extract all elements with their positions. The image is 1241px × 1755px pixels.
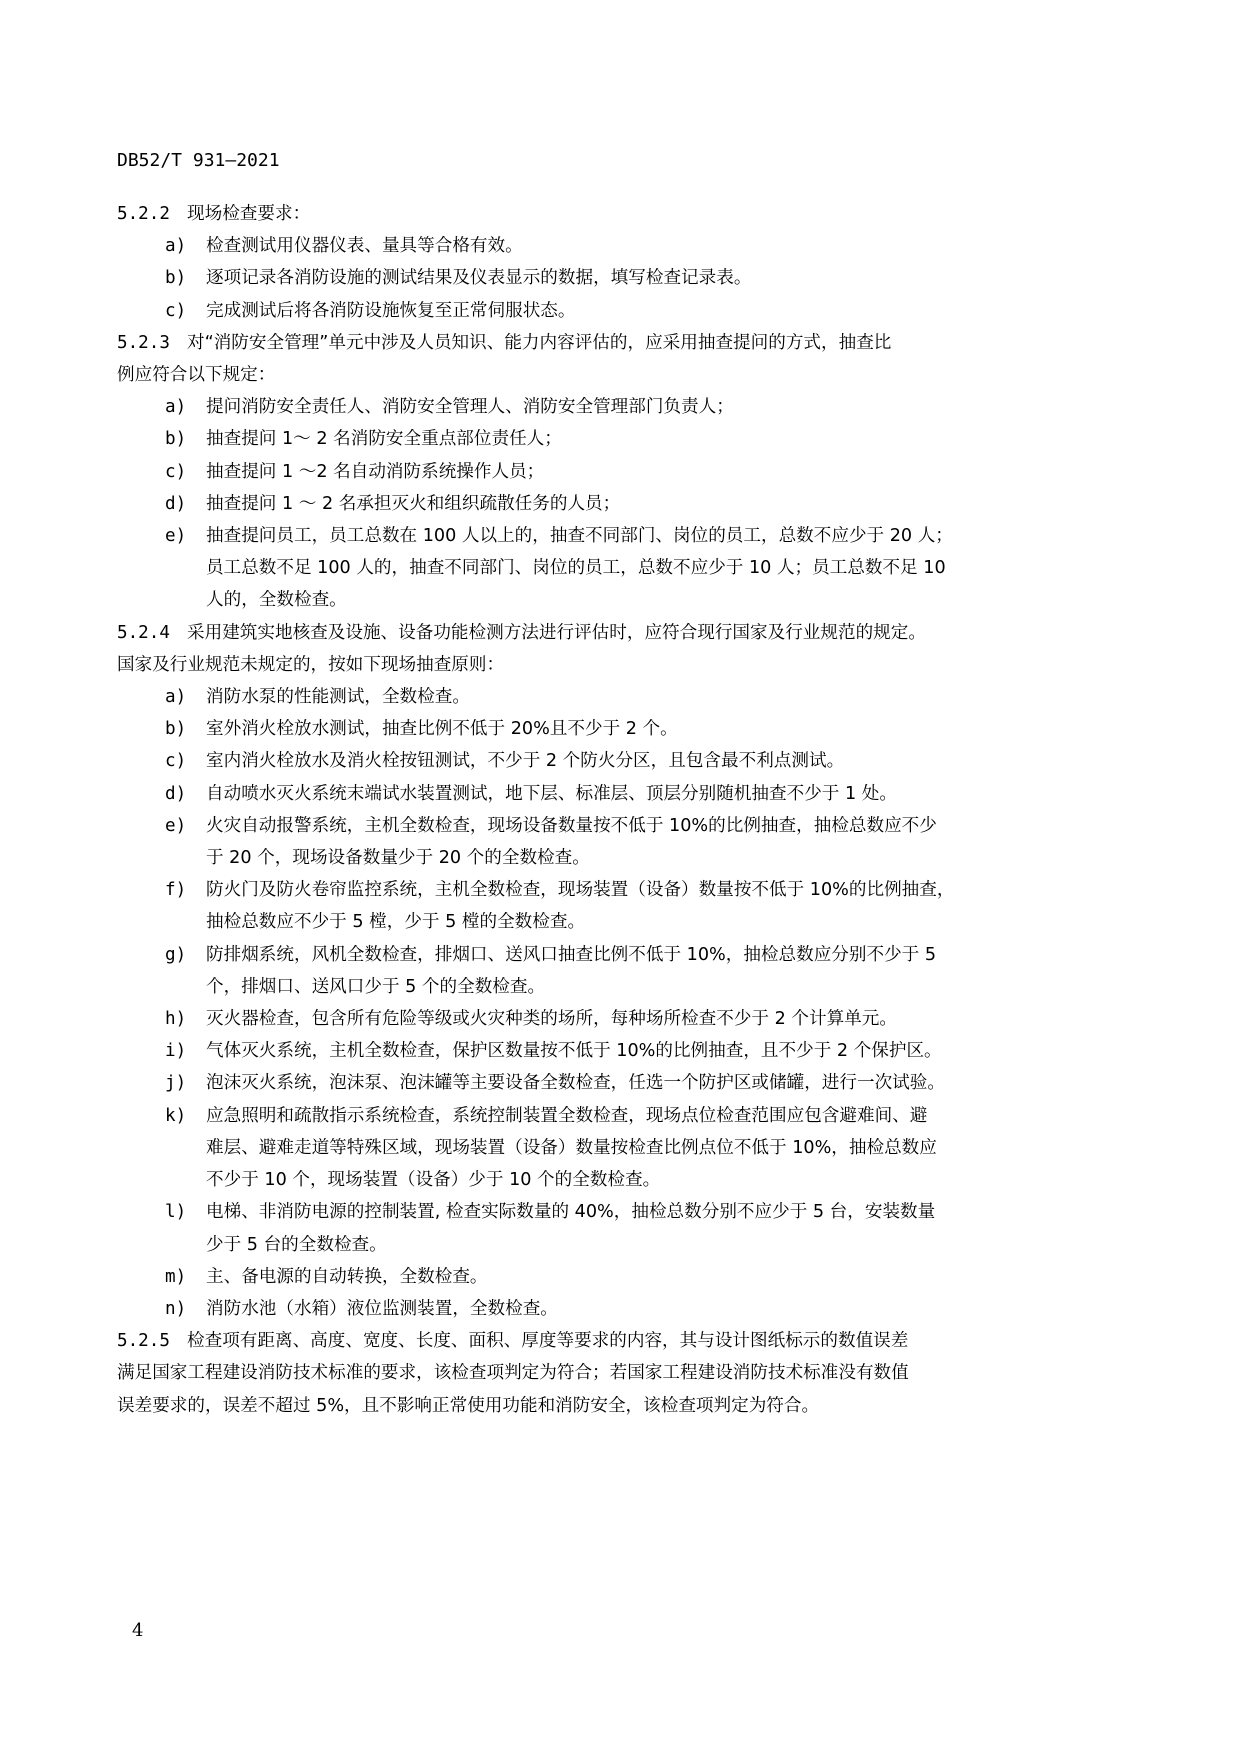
list-item-text-line: 室外消火栓放水测试，抽查比例不低于 20%且不少于 2 个。	[206, 719, 678, 740]
clause-5-2-5-continuation-2	[117, 1390, 1097, 1422]
clause-text-line-1: 对“消防安全管理”单元中涉及人员知识、能力内容评估的，应采用抽查提问的方式，抽查比	[187, 332, 892, 353]
list-item-text-line: 电梯、非消防电源的控制装置, 检查实际数量的 40%，抽检总数分别不应少于 5 台，安装数量	[206, 1202, 936, 1223]
list-item-text-line: 防火门及防火卷帘监控系统，主机全数检查，现场装置（设备）数量按不低于 10%的比例抽查，	[206, 880, 955, 901]
clause-number: 5.2.3	[117, 332, 170, 353]
list-item-label: g)	[165, 944, 187, 965]
list-item	[117, 391, 1097, 423]
list-item-label: c)	[165, 751, 187, 772]
list-item	[117, 520, 1097, 617]
list-item-label: m)	[165, 1266, 187, 1287]
list-item-text-line: 难层、避难走道等特殊区域，现场装置（设备）数量按检查比例点位不低于 10%，抽检总数应	[206, 1137, 937, 1158]
list-item-label: f)	[165, 880, 187, 901]
list-item-label: a)	[165, 236, 187, 257]
list-item-text-line: 自动喷水灭火系统末端试水装置测试，地下层、标准层、顶层分别随机抽查不少于 1 处。	[206, 783, 897, 804]
clause-5-2-2	[117, 198, 1097, 230]
list-item-text-line: 火灾自动报警系统，主机全数检查，现场设备数量按不低于 10%的比例抽查，抽检总数应不少	[206, 815, 937, 836]
list-item-text-line: 不少于 10 个，现场装置（设备）少于 10 个的全数检查。	[206, 1170, 661, 1191]
list-item-text-line: 于 20 个，现场设备数量少于 20 个的全数检查。	[206, 848, 590, 869]
list-item	[117, 1003, 1097, 1035]
list-item-label: d)	[165, 493, 187, 514]
clause-5-2-4	[117, 617, 1097, 649]
document-body	[117, 198, 1097, 1422]
list-item	[117, 939, 1097, 1003]
list-item-text-line: 个，排烟口、送风口少于 5 个的全数检查。	[206, 976, 546, 997]
list-item	[117, 295, 1097, 327]
list-item-text-line: 少于 5 台的全数检查。	[206, 1234, 387, 1255]
list-item	[117, 745, 1097, 777]
list-item	[117, 230, 1097, 262]
clause-text-line-3: 误差要求的，误差不超过 5%，且不影响正常使用功能和消防安全，该检查项判定为符合。	[117, 1395, 820, 1416]
list-item	[117, 778, 1097, 810]
list-item-text-line: 抽查提问 1 ～2 名自动消防系统操作人员；	[206, 461, 545, 482]
list-item-text-line: 检查测试用仪器仪表、量具等合格有效。	[206, 236, 523, 257]
list-item	[117, 810, 1097, 874]
list-item-text-line: 抽查提问 1 ～ 2 名承担灭火和组织疏散任务的人员；	[206, 493, 621, 514]
clause-text-line-2: 国家及行业规范未规定的，按如下现场抽查原则：	[117, 654, 505, 675]
clause-text: 现场检查要求：	[187, 204, 311, 224]
clause-5-2-3-items	[117, 391, 1097, 616]
list-item-text-line: 人的，全数检查。	[206, 590, 347, 611]
list-item	[117, 681, 1097, 713]
clause-5-2-4-items	[117, 681, 1097, 1325]
list-item-label: k)	[165, 1105, 187, 1126]
clause-5-2-2-items	[117, 230, 1097, 327]
list-item-text-line: 室内消火栓放水及消火栓按钮测试，不少于 2 个防火分区，且包含最不利点测试。	[206, 751, 845, 772]
list-item-label: l)	[165, 1202, 187, 1223]
list-item	[117, 1100, 1097, 1197]
list-item-text-line: 提问消防安全责任人、消防安全管理人、消防安全管理部门负责人；	[206, 397, 734, 418]
list-item-label: b)	[165, 719, 187, 740]
clause-5-2-3-continuation	[117, 359, 1097, 391]
list-item-text-line: 灭火器检查，包含所有危险等级或火灾种类的场所，每种场所检查不少于 2 个计算单元。	[206, 1009, 897, 1030]
list-item-label: b)	[165, 268, 187, 289]
clause-text-line-1: 采用建筑实地核查及设施、设备功能检测方法进行评估时，应符合现行国家及行业规范的规定。	[187, 622, 926, 643]
list-item-text-line: 抽查提问 1～ 2 名消防安全重点部位责任人；	[206, 429, 562, 450]
clause-number: 5.2.5	[117, 1331, 170, 1352]
clause-text-line-2: 满足国家工程建设消防技术标准的要求，该检查项判定为符合；若国家工程建设消防技术标准没有数值	[117, 1363, 909, 1384]
clause-5-2-4-continuation	[117, 649, 1097, 681]
list-item-text-line: 主、备电源的自动转换，全数检查。	[206, 1266, 488, 1287]
clause-text-line-2: 例应符合以下规定：	[117, 365, 276, 386]
list-item-text-line: 员工总数不足 100 人的，抽查不同部门、岗位的员工，总数不应少于 10 人；员工总数不足 10	[206, 558, 946, 579]
list-item-label: n)	[165, 1298, 187, 1319]
list-item	[117, 713, 1097, 745]
list-item-label: b)	[165, 429, 187, 450]
list-item-text-line: 防排烟系统，风机全数检查，排烟口、送风口抽查比例不低于 10%，抽检总数应分别不少于 5	[206, 944, 937, 965]
list-item	[117, 1067, 1097, 1099]
clause-5-2-5	[117, 1325, 1097, 1357]
list-item-text-line: 抽查提问员工，员工总数在 100 人以上的，抽查不同部门、岗位的员工，总数不应少于 20 人；	[206, 526, 953, 547]
list-item	[117, 1035, 1097, 1067]
clause-number: 5.2.4	[117, 622, 170, 643]
list-item-text-line: 气体灭火系统，主机全数检查，保护区数量按不低于 10%的比例抽查，且不少于 2 个保护区。	[206, 1041, 942, 1062]
list-item-text-line: 消防水池（水箱）液位监测装置，全数检查。	[206, 1298, 558, 1319]
list-item-text-line: 抽检总数应不少于 5 樘，少于 5 樘的全数检查。	[206, 912, 586, 933]
list-item-label: h)	[165, 1009, 187, 1030]
list-item-label: e)	[165, 815, 187, 836]
page-number: 4	[132, 1620, 144, 1641]
list-item	[117, 423, 1097, 455]
list-item-label: a)	[165, 687, 187, 708]
list-item-label: j)	[165, 1073, 187, 1094]
list-item	[117, 874, 1097, 938]
document-code: DB52/T 931—2021	[117, 150, 280, 171]
list-item-label: c)	[165, 461, 187, 482]
list-item-label: a)	[165, 397, 187, 418]
clause-5-2-5-continuation	[117, 1357, 1097, 1389]
list-item-text-line: 泡沫灭火系统，泡沫泵、泡沫罐等主要设备全数检查，任选一个防护区或储罐，进行一次试验。	[206, 1073, 945, 1094]
clause-5-2-3	[117, 327, 1097, 359]
list-item-text-line: 逐项记录各消防设施的测试结果及仪表显示的数据，填写检查记录表。	[206, 268, 752, 289]
list-item-label: c)	[165, 300, 187, 321]
list-item	[117, 1293, 1097, 1325]
list-item	[117, 456, 1097, 488]
list-item	[117, 488, 1097, 520]
list-item-label: d)	[165, 783, 187, 804]
list-item	[117, 262, 1097, 294]
list-item-text-line: 消防水泵的性能测试，全数检查。	[206, 687, 470, 708]
list-item-label: e)	[165, 526, 187, 547]
list-item	[117, 1261, 1097, 1293]
list-item-label: i)	[165, 1041, 187, 1062]
list-item-text-line: 完成测试后将各消防设施恢复至正常伺服状态。	[206, 300, 576, 321]
clause-number: 5.2.2	[117, 204, 170, 224]
list-item	[117, 1196, 1097, 1260]
clause-text-line-1: 检查项有距离、高度、宽度、长度、面积、厚度等要求的内容，其与设计图纸标示的数值误差	[187, 1331, 909, 1352]
list-item-text-line: 应急照明和疏散指示系统检查，系统控制装置全数检查，现场点位检查范围应包含避难间、避	[206, 1105, 928, 1126]
